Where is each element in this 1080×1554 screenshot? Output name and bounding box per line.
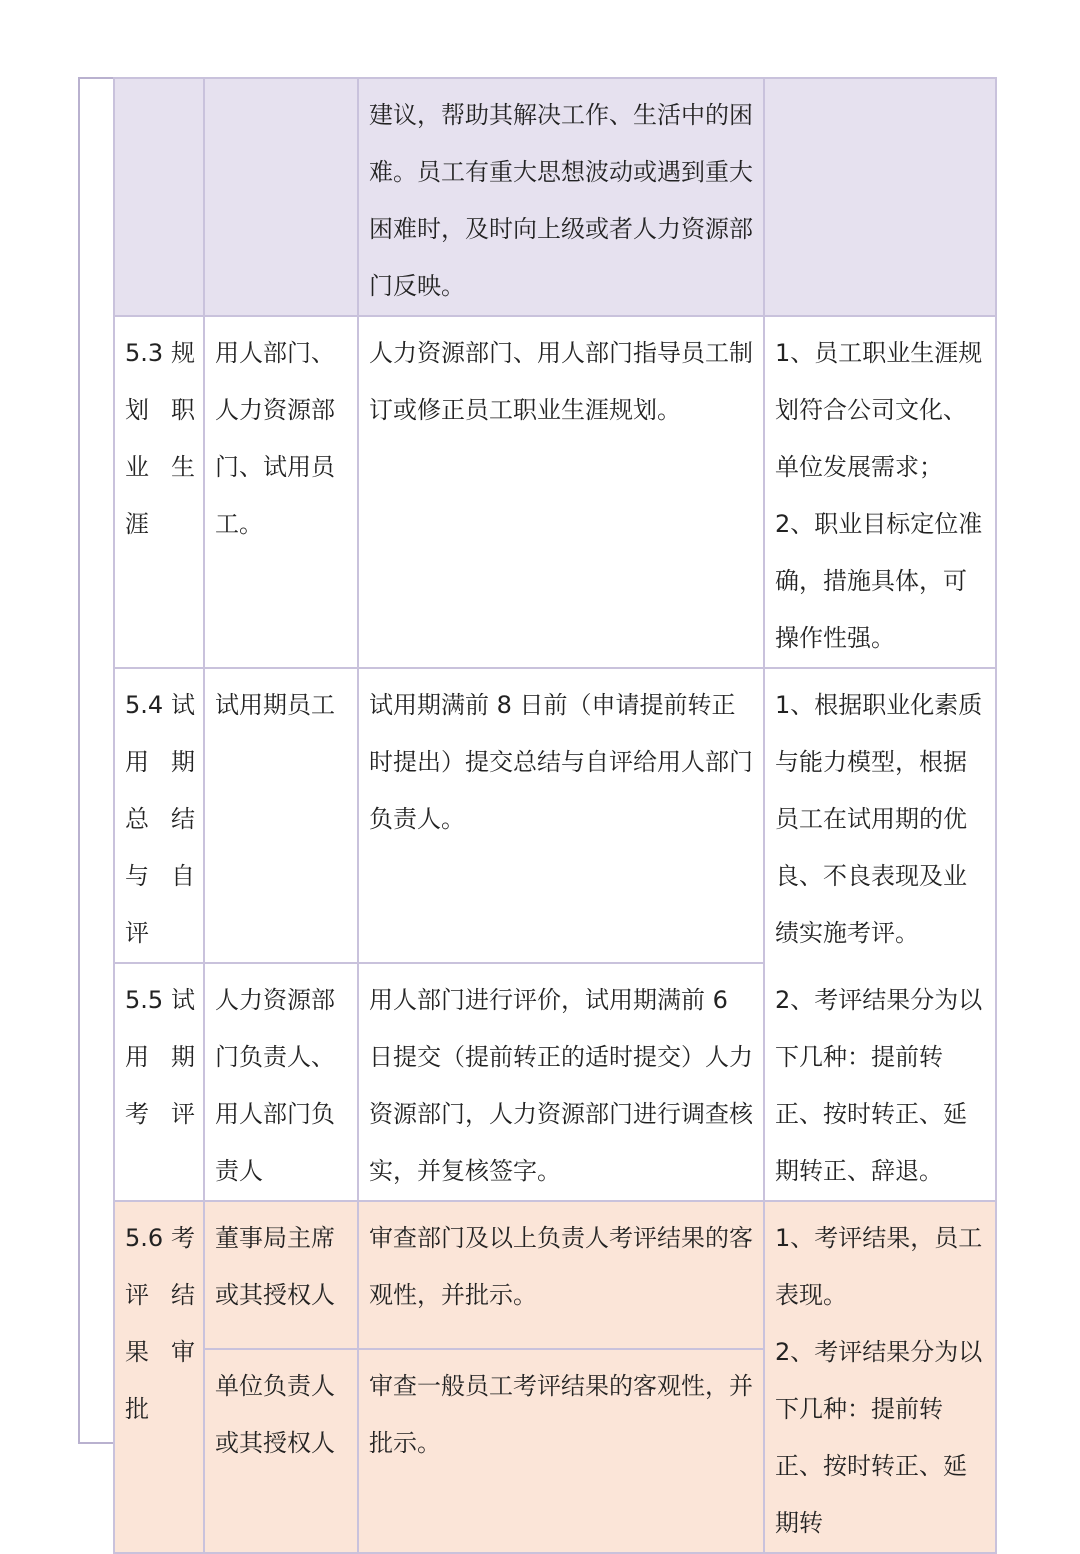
page-frame-top — [78, 77, 114, 79]
table-row — [114, 668, 996, 963]
standard-cell — [764, 316, 996, 668]
standard-item: 1、员工职业生涯规划符合公司文化、单位发展需求； — [775, 339, 983, 481]
responsible-cell: 董事局主席或其授权人 — [204, 1201, 358, 1349]
table-row — [114, 1201, 996, 1349]
table-row — [114, 316, 996, 668]
content-cell: 用人部门进行评价，试用期满前 6 日提交（提前转正的适时提交）人力资源部门，人力资源部门进行调查核实，并复核签字。 — [358, 963, 764, 1201]
responsible-cell: 试用期员工 — [204, 668, 358, 963]
table-row — [114, 78, 996, 316]
responsible-cell — [204, 78, 358, 316]
standard-cell — [764, 1201, 996, 1553]
standard-item: 2、职业目标定位准确，措施具体，可操作性强。 — [775, 510, 983, 652]
responsible-cell: 人力资源部门负责人、用人部门负责人 — [204, 963, 358, 1201]
standard-item: 2、考评结果分为以下几种：提前转正、按时转正、延期转 — [775, 1338, 983, 1537]
step-cell: 5.6 考评结果审批 — [114, 1201, 204, 1553]
step-cell: 5.3 规划职业生涯 — [114, 316, 204, 668]
step-cell: 5.5 试用期考评 — [114, 963, 204, 1201]
step-cell: 5.4 试用期总结与自评 — [114, 668, 204, 963]
standard-cell: 1、根据职业化素质与能力模型，根据员工在试用期的优良、不良表现及业绩实施考评。 — [764, 668, 996, 963]
responsible-cell: 用人部门、人力资源部门、试用员工。 — [204, 316, 358, 668]
responsible-cell: 单位负责人或其授权人 — [204, 1349, 358, 1553]
probation-procedure-table — [113, 77, 997, 1554]
page-frame-bottom — [78, 1442, 114, 1444]
page-frame-left — [78, 77, 80, 1444]
standard-cell: 2、考评结果分为以下几种：提前转正、按时转正、延期转正、辞退。 — [764, 963, 996, 1201]
content-cell: 试用期满前 8 日前（申请提前转正时提出）提交总结与自评给用人部门负责人。 — [358, 668, 764, 963]
standard-cell — [764, 78, 996, 316]
table-row — [114, 963, 996, 1201]
content-cell: 审查一般员工考评结果的客观性，并批示。 — [358, 1349, 764, 1553]
content-cell: 建议，帮助其解决工作、生活中的困难。员工有重大思想波动或遇到重大困难时，及时向上级或者人力资源部门反映。 — [358, 78, 764, 316]
standard-item: 1、考评结果，员工表现。 — [775, 1224, 983, 1309]
step-cell — [114, 78, 204, 316]
content-cell: 审查部门及以上负责人考评结果的客观性，并批示。 — [358, 1201, 764, 1349]
content-cell: 人力资源部门、用人部门指导员工制订或修正员工职业生涯规划。 — [358, 316, 764, 668]
